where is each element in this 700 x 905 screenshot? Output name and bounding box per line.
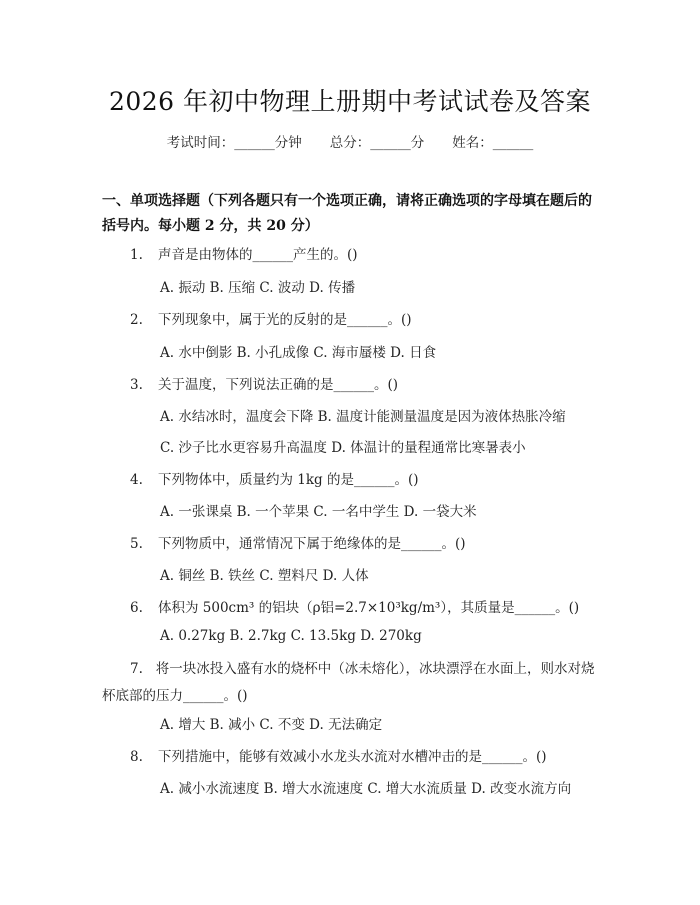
question-3-options-line2: C. 沙子比水更容易升高温度 D. 体温计的量程通常比寒暑表小 [160,440,526,456]
question-1-options: A. 振动 B. 压缩 C. 波动 D. 传播 [160,280,356,296]
question-7 [102,656,602,710]
question-7-options: A. 增大 B. 减小 C. 不变 D. 无法确定 [160,717,383,733]
question-text: 下列物体中，质量约为 1kg 的是______。() [158,472,419,488]
question-text: 体积为 500cm³ 的铝块（ρ铝=2.7×10³kg/m³），其质量是______。() [158,600,580,616]
question-number: 5. [130,536,143,552]
question-number: 8. [130,749,143,765]
question-number: 1. [130,247,143,263]
question-text: 下列现象中，属于光的反射的是______。() [158,312,412,328]
question-number: 4. [130,472,143,488]
question-5-options: A. 铜丝 B. 铁丝 C. 塑料尺 D. 人体 [160,568,369,584]
question-4-options: A. 一张课桌 B. 一个苹果 C. 一名中学生 D. 一袋大米 [160,504,477,520]
question-text: 下列物质中，通常情况下属于绝缘体的是______。() [158,536,466,552]
question-number: 3. [130,377,143,393]
question-text: 下列措施中，能够有效减小水龙头水流对水槽冲击的是______。() [158,749,547,765]
question-2 [130,308,412,328]
exam-score: 总分：______分 [329,135,425,151]
exam-meta [0,131,700,151]
exam-name: 姓名：______ [452,135,534,151]
question-number: 2. [130,312,143,328]
question-6-options: A. 0.27kg B. 2.7kg C. 13.5kg D. 270kg [160,628,422,644]
question-number: 6. [130,600,143,616]
question-text: 关于温度，下列说法正确的是______。() [158,377,399,393]
question-5 [130,532,466,552]
question-text: 将一块冰投入盛有水的烧杯中（冰未熔化），冰块漂浮在水面上，则水对烧杯底部的压力______。() [102,661,595,704]
question-2-options: A. 水中倒影 B. 小孔成像 C. 海市蜃楼 D. 日食 [160,345,437,361]
question-8 [130,745,547,765]
question-8-options: A. 减小水流速度 B. 增大水流速度 C. 增大水流质量 D. 改变水流方向 [160,781,572,797]
question-number: 7. [130,661,143,677]
section-heading: 一、单项选择题（下列各题只有一个选项正确，请将正确选项的字母填在题后的括号内。每小题 2 分，共 20 分） [102,193,592,234]
exam-time: 考试时间：______分钟 [166,135,302,151]
question-text: 声音是由物体的______产生的。() [158,247,358,263]
question-6 [130,596,579,616]
question-4 [130,468,419,488]
page-title: 2026 年初中物理上册期中考试试卷及答案 [108,87,592,116]
question-3 [130,373,398,393]
question-3-options-line1: A. 水结冰时，温度会下降 B. 温度计能测量温度是因为液体热胀冷缩 [160,409,566,425]
question-1 [130,243,358,263]
